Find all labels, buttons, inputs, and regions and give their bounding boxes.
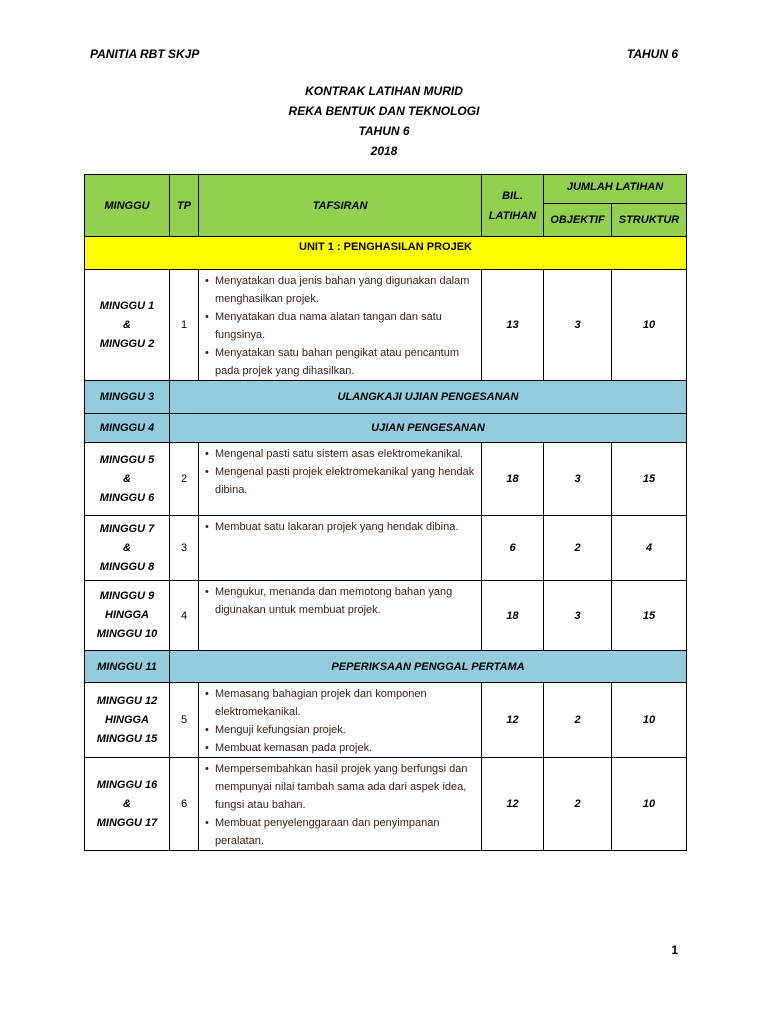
tp-cell: 3 — [170, 516, 199, 581]
title-line: 2018 — [370, 144, 398, 158]
week-line: & — [123, 541, 131, 554]
description-list — [205, 583, 477, 619]
header-right: TAHUN 6 — [626, 47, 678, 61]
title-line: REKA BENTUK DAN TEKNOLOGI — [288, 104, 480, 118]
week-cell — [85, 443, 170, 516]
table-row — [85, 516, 687, 581]
week-line: MINGGU 10 — [96, 628, 158, 640]
col-header-bil-latihan: BIL. LATIHAN — [482, 175, 544, 237]
week-line: MINGGU 17 — [96, 816, 158, 829]
col-header-objektif: OBJEKTIF — [544, 204, 612, 237]
struktur-cell: 15 — [612, 443, 687, 516]
tp-cell: 4 — [170, 581, 199, 651]
table-row — [85, 581, 687, 651]
header-left: PANITIA RBT SKJP — [90, 47, 200, 61]
week-line: MINGGU 2 — [99, 337, 155, 350]
week-cell — [85, 683, 170, 758]
bil-latihan-cell: 12 — [482, 683, 544, 758]
tp-cell: 1 — [170, 270, 199, 381]
description-cell — [199, 443, 482, 516]
band-label: UJIAN PENGESANAN — [170, 414, 687, 443]
week-line: MINGGU 15 — [96, 732, 158, 745]
objektif-cell: 2 — [544, 683, 612, 758]
page-number: 1 — [671, 943, 678, 957]
description-cell — [199, 758, 482, 851]
document-title — [0, 81, 768, 161]
week-cell: MINGGU 3 — [85, 381, 170, 414]
description-cell — [199, 270, 482, 381]
struktur-cell: 10 — [612, 270, 687, 381]
week-line: MINGGU 7 — [99, 522, 155, 535]
week-line: & — [123, 472, 131, 485]
table-row — [85, 443, 687, 516]
objektif-cell: 3 — [544, 270, 612, 381]
col-header-jumlah-latihan: JUMLAH LATIHAN — [544, 175, 687, 204]
description-item: • Membuat penyelenggaraan dan penyimpanan peralatan. — [205, 814, 477, 850]
description-list — [205, 445, 477, 499]
week-line: HINGGA — [105, 609, 149, 621]
title-line: KONTRAK LATIHAN MURID — [305, 84, 463, 98]
col-header-struktur: STRUKTUR — [612, 204, 687, 237]
week-cell: MINGGU 11 — [85, 651, 170, 683]
bil-latihan-cell: 18 — [482, 581, 544, 651]
week-line: MINGGU 5 — [99, 453, 155, 466]
col-header-minggu: MINGGU — [85, 175, 170, 237]
table-row — [85, 758, 687, 851]
tp-cell: 6 — [170, 758, 199, 851]
struktur-cell: 10 — [612, 683, 687, 758]
col-header-tafsiran: TAFSIRAN — [199, 175, 482, 237]
band-row — [85, 381, 687, 414]
struktur-cell: 10 — [612, 758, 687, 851]
week-cell — [85, 581, 170, 651]
week-line: MINGGU 12 — [96, 694, 158, 707]
bil-latihan-cell: 6 — [482, 516, 544, 581]
col-header-tp: TP — [170, 175, 199, 237]
description-item: • Menguji kefungsian projek. — [205, 721, 477, 739]
bil-latihan-cell: 18 — [482, 443, 544, 516]
description-item: • Mengenal pasti satu sistem asas elektromekanikal. — [205, 445, 477, 463]
band-row — [85, 651, 687, 683]
struktur-cell: 4 — [612, 516, 687, 581]
table-row — [85, 683, 687, 758]
description-list — [205, 272, 477, 380]
week-line: MINGGU 8 — [99, 560, 155, 573]
week-line: MINGGU 16 — [96, 778, 158, 791]
week-cell — [85, 270, 170, 381]
bil-latihan-cell: 12 — [482, 758, 544, 851]
week-cell — [85, 516, 170, 581]
objektif-cell: 3 — [544, 443, 612, 516]
band-label: PEPERIKSAAN PENGGAL PERTAMA — [170, 651, 687, 683]
unit-row — [85, 237, 687, 270]
tp-cell: 5 — [170, 683, 199, 758]
week-line: MINGGU 6 — [99, 491, 155, 504]
description-cell — [199, 516, 482, 581]
week-cell — [85, 758, 170, 851]
title-line: TAHUN 6 — [358, 124, 410, 138]
week-line: & — [123, 318, 131, 331]
week-line: MINGGU 1 — [99, 299, 155, 312]
week-line: MINGGU 9 — [99, 590, 155, 602]
description-item: • Mempersembahkan hasil projek yang berfungsi dan mempunyai nilai tambah sama ada dari aspek idea, fungsi atau bahan. — [205, 760, 477, 814]
table-row — [85, 270, 687, 381]
description-cell — [199, 581, 482, 651]
bil-latihan-cell: 13 — [482, 270, 544, 381]
table-header-row — [85, 175, 687, 204]
week-line: & — [123, 797, 131, 810]
description-item: • Mengukur, menanda dan memotong bahan yang digunakan untuk membuat projek. — [205, 583, 477, 619]
description-list — [205, 760, 477, 850]
band-row — [85, 414, 687, 443]
struktur-cell: 15 — [612, 581, 687, 651]
description-item: • Menyatakan dua nama alatan tangan dan satu fungsinya. — [205, 308, 477, 344]
tp-cell: 2 — [170, 443, 199, 516]
description-item: • Memasang bahagian projek dan komponen elektromekanikal. — [205, 685, 477, 721]
training-contract-table — [84, 174, 687, 851]
description-item: • Membuat satu lakaran projek yang hendak dibina. — [205, 518, 477, 536]
description-item: • Membuat kemasan pada projek. — [205, 739, 477, 757]
objektif-cell: 2 — [544, 758, 612, 851]
week-line: HINGGA — [105, 713, 149, 726]
objektif-cell: 3 — [544, 581, 612, 651]
description-item: • Menyatakan satu bahan pengikat atau pencantum pada projek yang dihasilkan. — [205, 344, 477, 380]
description-list — [205, 685, 477, 757]
description-cell — [199, 683, 482, 758]
description-item: • Mengenal pasti projek elektromekanikal yang hendak dibina. — [205, 463, 477, 499]
week-cell: MINGGU 4 — [85, 414, 170, 443]
objektif-cell: 2 — [544, 516, 612, 581]
band-label: ULANGKAJI UJIAN PENGESANAN — [170, 381, 687, 414]
unit-title: UNIT 1 : PENGHASILAN PROJEK — [85, 237, 687, 270]
description-list — [205, 518, 477, 536]
description-item: • Menyatakan dua jenis bahan yang digunakan dalam menghasilkan projek. — [205, 272, 477, 308]
